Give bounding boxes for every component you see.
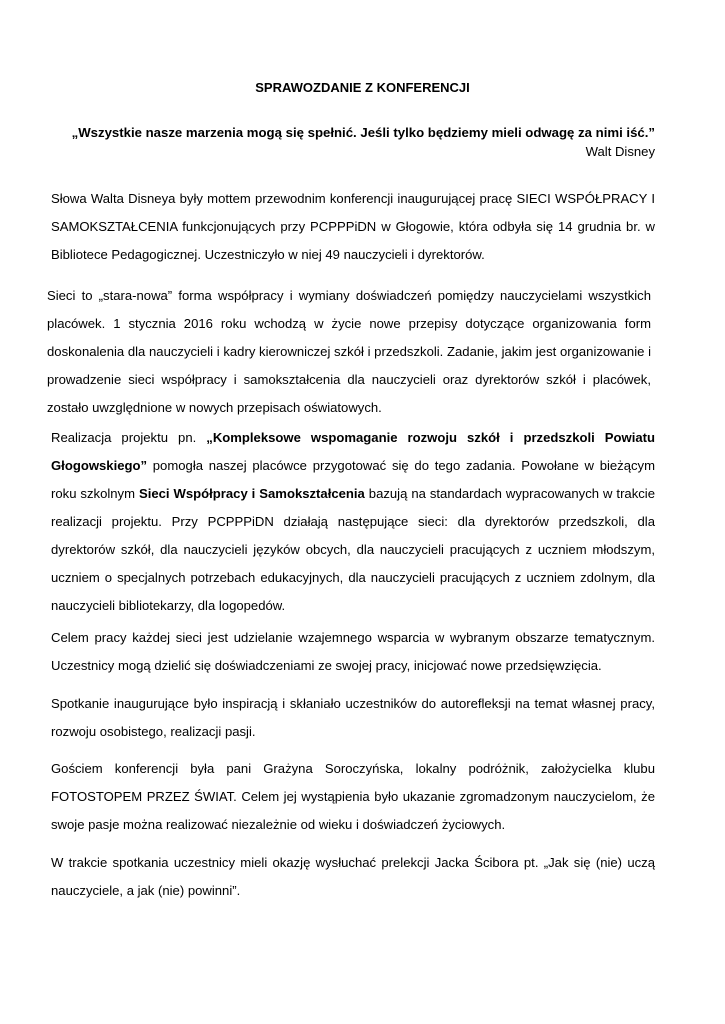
document-title: SPRAWOZDANIE Z KONFERENCJI <box>255 80 470 95</box>
project-text-after: bazują na standardach wypracowanych w trakcie realizacji projektu. Przy PCPPPiDN działają następujące sieci: dla dyrektorów przedszkoli, dla dyrektorów szkół, dla nauczycieli języków obcych, dla nauczycieli pracujących z uczniem młodszym, uczniem o specjalnych potrzebach edukacyjnych, dla nauczycieli pracujących z uczniem zdolnym, dla nauczycieli bibliotekarzy, dla logopedów. <box>51 486 655 613</box>
project-text-middle: pomogła naszej placówce przygotować się do tego zadania. Powołane w bieżącym roku szkolnym <box>51 458 655 501</box>
paragraph-guest: Gościem konferencji była pani Grażyna Soroczyńska, lokalny podróżnik, założycielka klubu FOTOSTOPEM PRZEZ ŚWIAT. Celem jej wystąpienia było ukazanie zgromadzonym nauczycielom, że swoje pasje można realizować niezależnie od wieku i doświadczeń życiowych. <box>51 761 655 832</box>
paragraph-inspiration: Spotkanie inaugurujące było inspiracją i skłaniało uczestników do autorefleksji na temat własnej pracy, rozwoju osobistego, realizacji pasji. <box>51 696 655 739</box>
paragraph-networks: Sieci to „stara-nowa” forma współpracy i wymiany doświadczeń pomiędzy nauczycielami wszystkich placówek. 1 stycznia 2016 roku wchodzą w życie nowe przepisy dotyczące organizowania form doskonalenia dla nauczycieli i kadry kierowniczej szkół i przedszkoli. Zadanie, jakim jest organizowanie i prowadzenie sieci współpracy i samokształcenia dla nauczycieli oraz dyrektorów szkół i placówek, zostało uwzględnione w nowych przepisach oświatowych. <box>47 288 651 415</box>
motto-quote: „Wszystkie nasze marzenia mogą się spełnić. Jeśli tylko będziemy mieli odwagę za nimi iść.” <box>71 125 655 140</box>
project-name-bold: „Kompleksowe wspomaganie rozwoju szkół i przedszkoli Powiatu Głogowskiego” <box>51 430 655 473</box>
networks-name-bold: Sieci Współpracy i Samokształcenia <box>138 486 365 501</box>
project-text-before: Realizacja projektu pn. <box>51 430 207 445</box>
paragraph-goal: Celem pracy każdej sieci jest udzielanie wzajemnego wsparcia w wybranym obszarze tematycznym. Uczestnicy mogą dzielić się doświadczeniami ze swojej pracy, inicjować nowe przedsięwzięcia. <box>51 630 655 673</box>
motto-block <box>72 123 655 161</box>
paragraph-intro: Słowa Walta Disneya były mottem przewodnim konferencji inaugurującej pracę SIECI WSPÓŁPRACY I SAMOKSZTAŁCENIA funkcjonujących przy PCPPPiDN w Głogowie, która odbyła się 14 grudnia br. w Bibliotece Pedagogicznej. Uczestniczyło w niej 49 nauczycieli i dyrektorów. <box>51 191 655 262</box>
paragraph-project <box>51 424 655 620</box>
paragraph-lecture: W trakcie spotkania uczestnicy mieli okazję wysłuchać prelekcji Jacka Ścibora pt. „Jak się (nie) uczą nauczyciele, a jak (nie) powinni”. <box>51 855 655 898</box>
motto-author: Walt Disney <box>585 144 655 159</box>
